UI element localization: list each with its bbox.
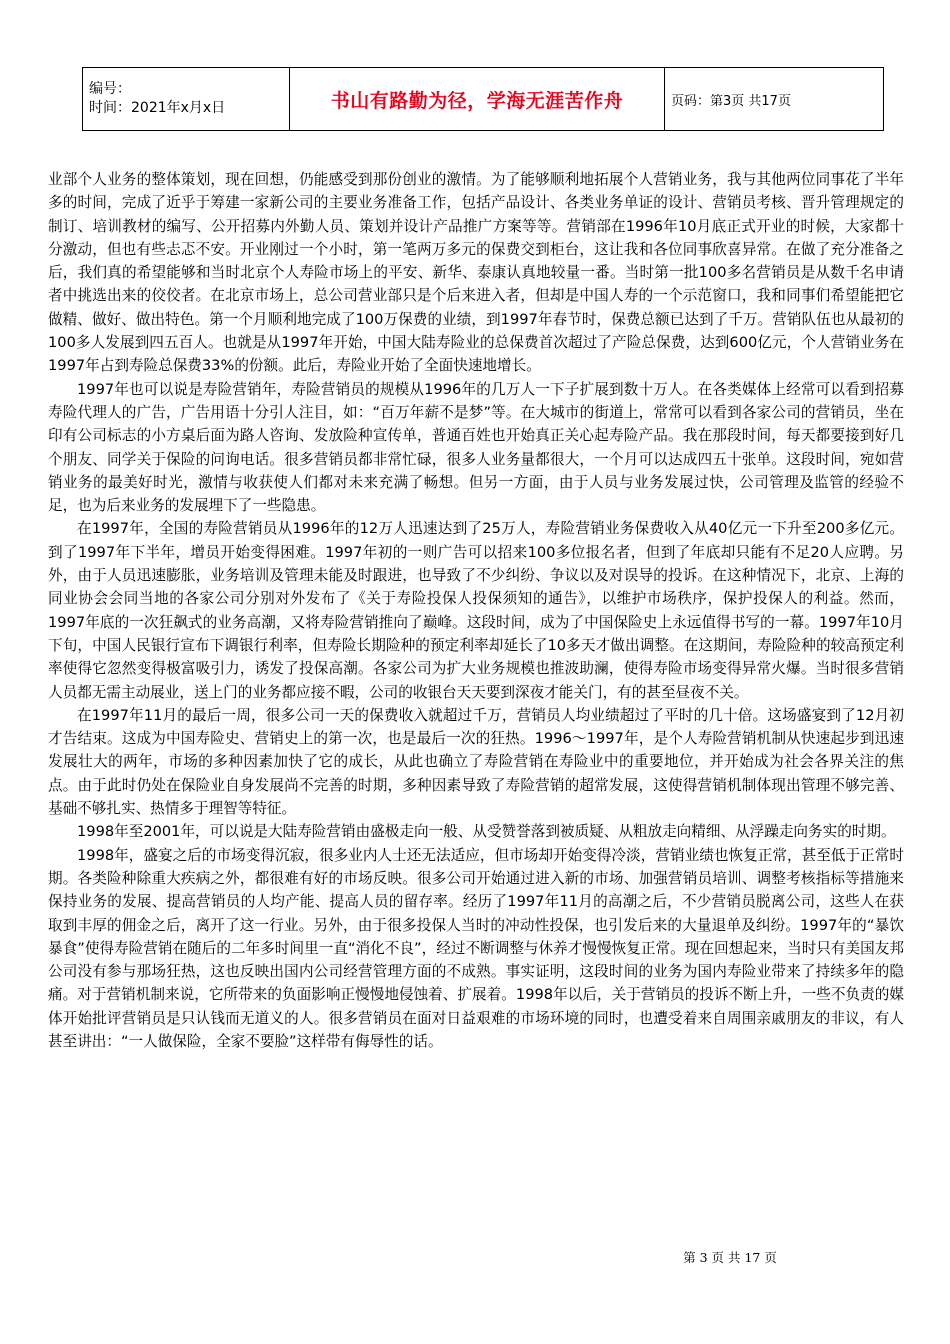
document-body [48, 168, 904, 1053]
body-paragraph: 业部个人业务的整体策划，现在回想，仍能感受到那份创业的激情。为了能够顺利地拓展个人营销业务，我与其他两位同事花了半年多的时间，完成了近乎于筹建一家新公司的主要业务准备工作，包括产品设计、各类业务单证的设计、营销员考核、晋升管理规定的制订、培训教材的编写、公开招募内外勤人员、策划并设计产品推广方案等等。营销部在1996年10月底正式开业的时候，大家都十分激动，但也有些忐忑不安。开业刚过一个小时，第一笔两万多元的保费交到柜台，这让我和各位同事欣喜异常。在做了充分准备之后，我们真的希望能够和当时北京个人寿险市场上的平安、新华、泰康认真地较量一番。当时第一批100多名营销员是从数千名申请者中挑选出来的佼佼者。在北京市场上，总公司营业部只是个后来进入者，但却是中国人寿的一个示范窗口，我和同事们希望能把它做精、做好、做出特色。第一个月顺利地完成了100万保费的业绩，到1997年春节时，保费总额已达到了千万。营销队伍也从最初的100多人发展到四五百人。也就是从1997年开始，中国大陆寿险业的总保费首次超过了产险总保费，达到600亿元，个人营销业务在1997年占到寿险总保费33%的份额。此后，寿险业开始了全面快速地增长。 [48, 171, 904, 375]
header-meta-cell [83, 68, 290, 131]
document-time-label: 时间：2021年x月x日 [89, 100, 226, 116]
footer-page-number: 第 3 页 共 17 页 [683, 1250, 777, 1265]
motto-text: 书山有路勤为径，学海无涯苦作舟 [330, 89, 624, 112]
body-paragraph: 在1997年，全国的寿险营销员从1996年的12万人迅速达到了25万人，寿险营销业务保费收入从40亿元一下升至200多亿元。到了1997年下半年，增员开始变得困难。1997年初的一则广告可以招来100多位报名者，但到了年底却只能有不足20人应聘。另外，由于人员迅速膨胀，业务培训及管理未能及时跟进，也导致了不少纠纷、争议以及对误导的投诉。在这种情况下，北京、上海的同业协会会同当地的各家公司分别对外发布了《关于寿险投保人投保须知的通告》，以维护市场秩序，保护投保人的利益。然而，1997年底的一次狂飙式的业务高潮，又将寿险营销推向了巅峰。这段时间，成为了中国保险史上永远值得书写的一幕。1997年10月下旬，中国人民银行宣布下调银行利率，但寿险长期险种的预定利率却延长了10多天才做出调整。在这期间，寿险险种的较高预定利率使得它忽然变得极富吸引力，诱发了投保高潮。各家公司为扩大业务规模也推波助澜，使得寿险市场变得异常火爆。当时很多营销人员都无需主动展业，送上门的业务都应接不暇，公司的收银台天天要到深夜才能关门，有的甚至昼夜不关。 [48, 520, 904, 701]
body-paragraph: 在1997年11月的最后一周，很多公司一天的保费收入就超过千万，营销员人均业绩超过了平时的几十倍。这场盛宴到了12月初才告结束。这成为中国寿险史、营销史上的第一次，也是最后一次的狂热。1996～1997年，是个人寿险营销机制从快速起步到迅速发展壮大的两年，市场的多种因素加快了它的成长，从此也确立了寿险营销在寿险业中的重要地位，并开始成为社会各界关注的焦点。由于此时仍处在保险业自身发展尚不完善的时期，多种因素导致了寿险营销的超常发展，这使得营销机制体现出管理不够完善、基础不够扎实、热情多于理智等特征。 [48, 706, 904, 818]
body-paragraph: 1998年，盛宴之后的市场变得沉寂，很多业内人士还无法适应，但市场却开始变得冷淡，营销业绩也恢复正常，甚至低于正常时期。各类险种除重大疾病之外，都很难有好的市场反映。很多公司开始通过进入新的市场、加强营销员培训、调整考核指标等措施来保持业务的发展、提高营销员的人均产能、提高人员的留存率。经历了1997年11月的高潮之后，不少营销员脱离公司，这些人在获取到丰厚的佣金之后，离开了这一行业。另外，由于很多投保人当时的冲动性投保，也引发后来的大量退单及纠纷。1997年的“暴饮暴食”使得寿险营销在随后的二年多时间里一直“消化不良”，经过不断调整与休养才慢慢恢复正常。现在回想起来，当时只有美国友邦公司没有参与那场狂热，这也反映出国内公司经营管理方面的不成熟。事实证明，这段时间的业务为国内寿险业带来了持续多年的隐痛。对于营销机制来说，它所带来的负面影响正慢慢地侵蚀着、扩展着。1998年以后，关于营销员的投诉不断上升，一些不负责的媒体开始批评营销员是只认钱而无道义的人。很多营销员在面对日益艰难的市场环境的同时，也遭受着来自周围亲戚朋友的非议，有人甚至讲出：“一人做保险，全家不要脸”这样带有侮辱性的话。 [48, 846, 904, 1050]
page-footer [640, 1248, 820, 1266]
header-page-cell [665, 68, 884, 131]
body-paragraph: 1997年也可以说是寿险营销年，寿险营销员的规模从1996年的几万人一下子扩展到数十万人。在各类媒体上经常可以看到招募寿险代理人的广告，广告用语十分引人注目，如：“百万年薪不是梦”等。在大城市的街道上，常常可以看到各家公司的营销员，坐在印有公司标志的小方桌后面为路人咨询、发放险种宣传单，普通百姓也开始真正关心起寿险产品。我在那段时间，每天都要接到好几个朋友、同学关于保险的问询电话。很多营销员都非常忙碌，很多人业务量都很大，一个月可以达成四五十张单。这段时间，宛如营销业务的最美好时光，激情与收获使人们都对未来充满了畅想。但另一方面，由于人员与业务发展过快，公司管理及监管的经验不足，也为后来业务的发展埋下了一些隐患。 [48, 380, 904, 515]
header-motto-cell [290, 68, 665, 131]
page-number-label: 页码：第3页 共17页 [671, 93, 791, 109]
document-number-label: 编号： [89, 81, 131, 97]
body-paragraph: 1998年至2001年，可以说是大陆寿险营销由盛极走向一般、从受赞誉落到被质疑、从粗放走向精细、从浮躁走向务实的时期。 [77, 823, 896, 841]
page-header [82, 67, 884, 131]
